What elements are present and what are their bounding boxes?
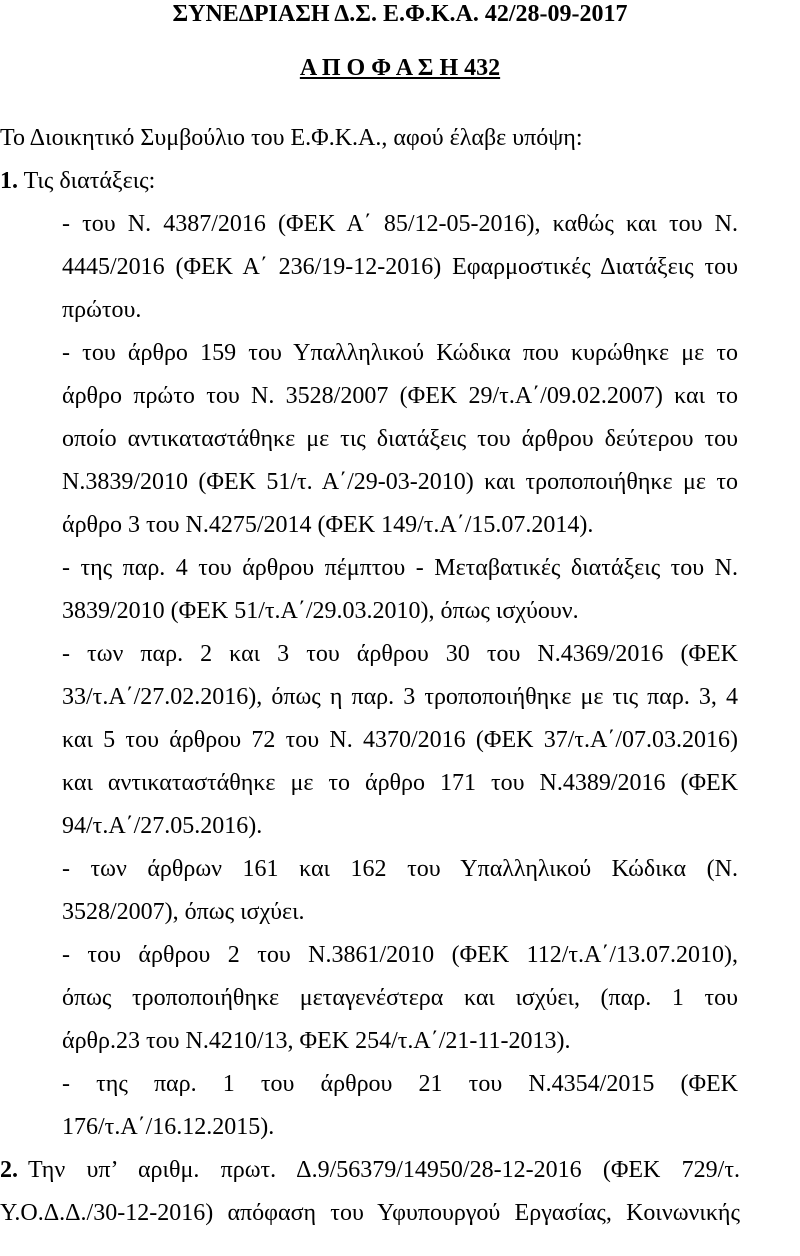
- body-line: - του άρθρου 2 του Ν.3861/2010 (ΦΕΚ 112/τ.Α΄/13.07.2010),: [62, 942, 738, 968]
- body-line: και 5 του άρθρου 72 του Ν. 4370/2016 (ΦΕΚ 37/τ.Α΄/07.03.2016): [62, 727, 738, 753]
- body-line: άρθρ.23 του Ν.4210/13, ΦΕΚ 254/τ.Α΄/21-11-2013).: [62, 1028, 571, 1054]
- body-line: Υ.Ο.Δ.Δ./30-12-2016) απόφαση του Υφυπουργού Εργασίας, Κοινωνικής: [0, 1200, 740, 1226]
- body-line: 176/τ.Α΄/16.12.2015).: [62, 1114, 275, 1140]
- body-line: - του Ν. 4387/2016 (ΦΕΚ Α΄ 85/12-05-2016), καθώς και του Ν.: [62, 211, 738, 237]
- item-1-heading: [0, 167, 155, 195]
- item-1-number: 1.: [0, 168, 18, 194]
- body-line: - της παρ. 1 του άρθρου 21 του Ν.4354/2015 (ΦΕΚ: [62, 1071, 738, 1097]
- body-line: Την υπ’ αριθμ. πρωτ. Δ.9/56379/14950/28-12-2016 (ΦΕΚ 729/τ.: [28, 1157, 740, 1183]
- body-line: 94/τ.Α΄/27.05.2016).: [62, 813, 263, 839]
- body-line: άρθρο πρώτο του Ν. 3528/2007 (ΦΕΚ 29/τ.Α΄/09.02.2007) και το: [62, 383, 738, 409]
- item-2-number: 2.: [0, 1157, 18, 1183]
- body-line: 3528/2007), όπως ισχύει.: [62, 899, 305, 925]
- body-line: - των παρ. 2 και 3 του άρθρου 30 του Ν.4369/2016 (ΦΕΚ: [62, 641, 738, 667]
- intro-line: Το Διοικητικό Συμβούλιο του Ε.Φ.Κ.Α., αφού έλαβε υπόψη:: [0, 125, 583, 151]
- item-2-line: [0, 1156, 740, 1184]
- body-line: - του άρθρο 159 του Υπαλληλικού Κώδικα που κυρώθηκε με το: [62, 340, 738, 366]
- session-title: ΣΥΝΕΔΡΙΑΣΗ Δ.Σ. Ε.Φ.Κ.Α. 42/28-09-2017: [172, 1, 628, 27]
- item-1-text: Τις διατάξεις:: [23, 168, 156, 194]
- body-line: - των άρθρων 161 και 162 του Υπαλληλικού Κώδικα (Ν.: [62, 856, 738, 882]
- body-line: - της παρ. 4 του άρθρου πέμπτου - Μεταβατικές διατάξεις του Ν.: [62, 555, 738, 581]
- body-line: και αντικαταστάθηκε με το άρθρο 171 του Ν.4389/2016 (ΦΕΚ: [62, 770, 738, 796]
- body-line: πρώτου.: [62, 297, 142, 323]
- body-line: Ν.3839/2010 (ΦΕΚ 51/τ. Α΄/29-03-2010) και τροποποιήθηκε με το: [62, 469, 738, 495]
- body-line: 3839/2010 (ΦΕΚ 51/τ.Α΄/29.03.2010), όπως ισχύουν.: [62, 598, 579, 624]
- body-line: άρθρο 3 του Ν.4275/2014 (ΦΕΚ 149/τ.Α΄/15.07.2014).: [62, 512, 594, 538]
- body-line: όπως τροποποιήθηκε μεταγενέστερα και ισχύει, (παρ. 1 του: [62, 985, 738, 1011]
- body-line: οποίο αντικαταστάθηκε με τις διατάξεις του άρθρου δεύτερου του: [62, 426, 738, 452]
- body-line: 4445/2016 (ΦΕΚ Α΄ 236/19-12-2016) Εφαρμοστικές Διατάξεις του: [62, 254, 738, 280]
- body-line: 33/τ.Α΄/27.02.2016), όπως η παρ. 3 τροποποιήθηκε με τις παρ. 3, 4: [62, 684, 738, 710]
- decision-title: Α Π Ο Φ Α Σ Η 432: [299, 55, 501, 81]
